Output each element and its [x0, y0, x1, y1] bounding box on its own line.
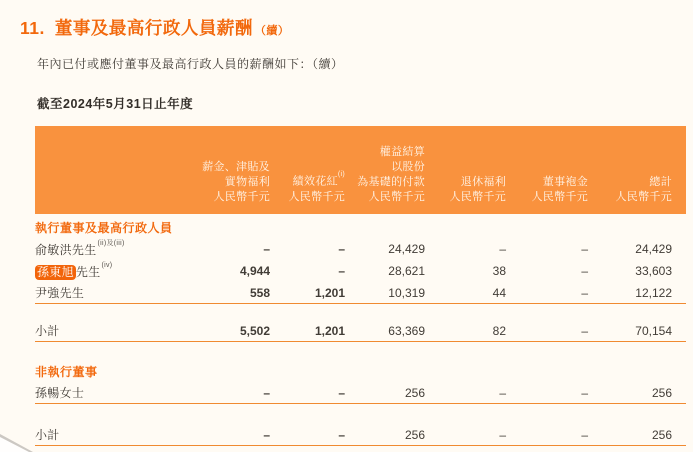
header-line: 薪金、津貼及 — [202, 161, 270, 173]
cell-value: – — [263, 427, 270, 442]
section-heading-non-executive: 非執行董事 — [35, 365, 98, 379]
cell-value: – — [581, 264, 588, 278]
cell-value: 256 — [651, 427, 672, 442]
intro-text: 年內已付或應付董事及最高行政人員的薪酬如下：（續） — [37, 57, 344, 71]
header-line: 總計 — [649, 176, 672, 188]
cell-value: – — [263, 385, 270, 400]
header-col-retirement — [425, 175, 506, 205]
row-label: 俞敏洪先生$^{(ii)及(iii)}$ — [35, 239, 125, 257]
subtotal-row — [35, 424, 686, 446]
header-unit: 人民幣千元 — [213, 191, 270, 203]
header-line: 董事袍金 — [542, 176, 588, 188]
header-line: 實物福利 — [224, 176, 270, 188]
cell-value: 12,122 — [635, 285, 672, 300]
cell-value: 1,201 — [314, 285, 345, 300]
cell-value: 558 — [249, 285, 270, 300]
cell-value: 33,603 — [635, 264, 672, 278]
header-col-total — [588, 175, 672, 205]
subtotal-row — [35, 320, 686, 342]
header-line: 權益結算 — [379, 146, 425, 158]
cell-value: 38 — [492, 264, 506, 278]
cell-value: 5,502 — [239, 323, 270, 338]
cell-value: 24,429 — [635, 242, 672, 256]
cell-value: – — [581, 323, 588, 338]
search-highlight: 孫東旭 — [37, 264, 74, 279]
cell-value: 44 — [492, 285, 506, 300]
header-col-fees — [506, 175, 588, 205]
cell-value: – — [263, 242, 270, 256]
cell-value: 256 — [404, 385, 425, 400]
cell-value: 28,621 — [388, 264, 425, 278]
cell-value: – — [581, 285, 588, 300]
cell-value: – — [338, 427, 345, 442]
section-heading-executive: 執行董事及最高行政人員 — [35, 221, 173, 235]
header-col-share-payment — [345, 145, 425, 205]
table-row — [35, 260, 686, 282]
footnote-marker: (ii)及(iii) — [97, 239, 125, 247]
table-row — [35, 282, 686, 304]
row-label: 孫暢女士 — [35, 386, 85, 400]
section-title — [20, 15, 693, 40]
period-heading: 截至2024年5月31日止年度 — [37, 97, 194, 111]
header-unit: 人民幣千元 — [615, 191, 672, 203]
cell-value: – — [338, 242, 345, 256]
header-line: 績效花紅$^{(i)}$ — [292, 171, 345, 188]
cell-value: – — [499, 385, 506, 400]
cell-value: 63,369 — [388, 323, 425, 338]
cell-value: – — [581, 385, 588, 400]
row-label: 尹強先生 — [35, 286, 85, 300]
header-line: 為基礎的付款 — [357, 176, 425, 188]
page-corner — [0, 437, 29, 452]
footnote-marker: (i) — [337, 171, 345, 179]
cell-value: 4,944 — [239, 264, 270, 278]
cell-value: 256 — [404, 427, 425, 442]
remuneration-table — [35, 126, 686, 446]
header-unit: 人民幣千元 — [531, 191, 588, 203]
cell-value: – — [338, 264, 345, 278]
header-col-salary — [183, 160, 270, 205]
footnote-marker: (iv) — [101, 261, 113, 269]
cell-value: 24,429 — [388, 242, 425, 256]
cell-value: – — [338, 385, 345, 400]
header-unit: 人民幣千元 — [368, 191, 425, 203]
header-line: 退休福利 — [460, 176, 506, 188]
cell-value: – — [581, 242, 588, 256]
header-unit: 人民幣千元 — [288, 191, 345, 203]
row-label: 孫東旭 先生$^{(iv)}$ — [37, 261, 113, 279]
section-number: 11. — [20, 18, 45, 38]
cell-value: 82 — [492, 323, 506, 338]
row-label: 小計 — [35, 428, 60, 442]
section-title-suffix: （續） — [254, 25, 290, 37]
table-row — [35, 238, 686, 260]
header-line: 以股份 — [391, 161, 425, 173]
header-unit: 人民幣千元 — [449, 191, 506, 203]
cell-value: 256 — [651, 385, 672, 400]
table-row — [35, 382, 686, 404]
cell-value: – — [499, 427, 506, 442]
cell-value: 10,319 — [388, 285, 425, 300]
header-col-bonus — [270, 171, 345, 205]
table-header-row — [35, 126, 686, 214]
section-title-text: 董事及最高行政人員薪酬 — [54, 18, 253, 38]
row-label: 小計 — [35, 324, 60, 338]
cell-value: – — [499, 242, 506, 256]
cell-value: – — [581, 427, 588, 442]
cell-value: 70,154 — [635, 323, 672, 338]
cell-value: 1,201 — [314, 323, 345, 338]
